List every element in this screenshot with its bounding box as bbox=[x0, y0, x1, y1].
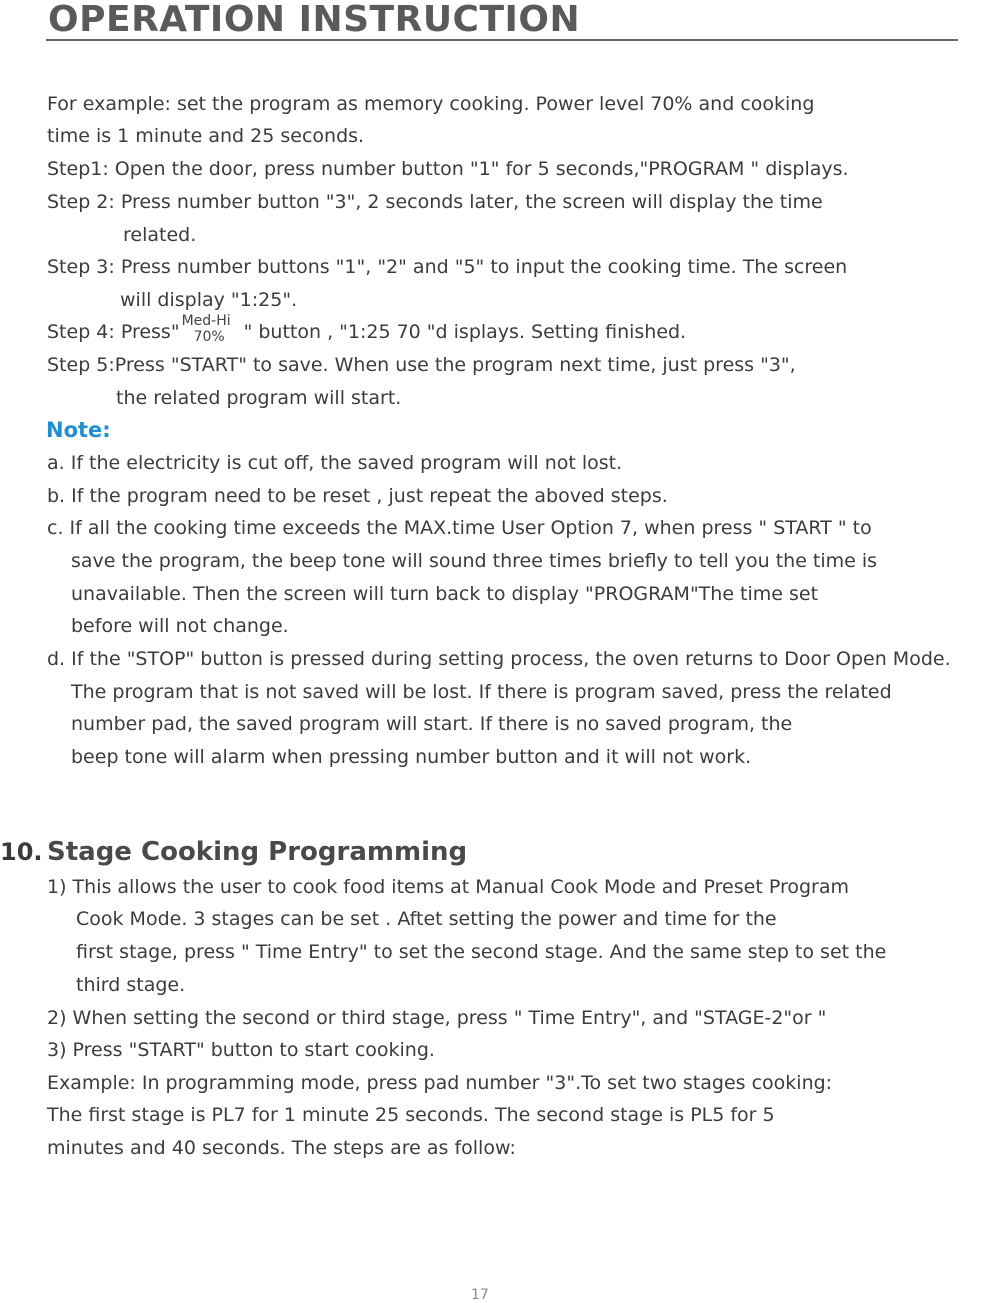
section-title: Stage Cooking Programming bbox=[47, 837, 468, 867]
step-5: Step 5:Press "START" to save. When use the program next time, just press "3", bbox=[47, 354, 796, 376]
med-hi-label: Med-Hi bbox=[181, 313, 231, 329]
example-intro: Example: In programming mode, press pad number "3".To set two stages cooking: bbox=[47, 1072, 833, 1094]
section-item-3: 3) Press "START" button to start cooking. bbox=[47, 1039, 435, 1061]
section-number: 10. bbox=[0, 838, 43, 866]
note-a: a. If the electricity is cut off, the saved program will not lost. bbox=[47, 452, 623, 474]
section-item-1-line-3: first stage, press " Time Entry" to set the second stage. And the same step to set the bbox=[76, 941, 887, 963]
step-3-continuation: will display "1:25". bbox=[120, 289, 298, 311]
note-d: d. If the "STOP" button is pressed during setting process, the oven returns to Door Open Mode. bbox=[47, 648, 951, 670]
note-heading: Note: bbox=[46, 418, 111, 442]
page-number: 17 bbox=[471, 1287, 489, 1303]
note-d-line-2: The program that is not saved will be lost. If there is program saved, press the related bbox=[71, 681, 892, 703]
section-item-2: 2) When setting the second or third stage, press " Time Entry", and "STAGE-2"or " bbox=[47, 1007, 827, 1029]
note-d-line-4: beep tone will alarm when pressing number button and it will not work. bbox=[71, 746, 752, 768]
note-c-line-3: unavailable. Then the screen will turn back to display "PROGRAM"The time set bbox=[71, 583, 819, 605]
step-2-continuation: related. bbox=[123, 224, 197, 246]
note-d-line-3: number pad, the saved program will start. If there is no saved program, the bbox=[71, 713, 793, 735]
step-4 bbox=[47, 313, 687, 345]
example-stages-continuation: minutes and 40 seconds. The steps are as follow: bbox=[47, 1137, 516, 1159]
section-item-1-line-4: third stage. bbox=[76, 974, 186, 996]
step-3: Step 3: Press number buttons "1", "2" and "5" to input the cooking time. The screen bbox=[47, 256, 848, 278]
note-c-line-2: save the program, the beep tone will sound three times briefly to tell you the time is bbox=[71, 550, 878, 572]
example-line-2: time is 1 minute and 25 seconds. bbox=[47, 125, 365, 147]
step-2: Step 2: Press number button "3", 2 seconds later, the screen will display the time bbox=[47, 191, 823, 213]
section-item-1-line-2: Cook Mode. 3 stages can be set . Aftet setting the power and time for the bbox=[76, 908, 777, 930]
step-5-continuation: the related program will start. bbox=[116, 387, 402, 409]
step-4-prefix: Step 4: Press" bbox=[47, 321, 180, 343]
med-hi-button-label bbox=[180, 313, 244, 345]
section-item-1: 1) This allows the user to cook food items at Manual Cook Mode and Preset Program bbox=[47, 876, 849, 898]
example-line-1: For example: set the program as memory cooking. Power level 70% and cooking bbox=[47, 93, 815, 115]
note-c-line-4: before will not change. bbox=[71, 615, 289, 637]
step-4-suffix: " button , "1:25 70 "d isplays. Setting finished. bbox=[243, 321, 687, 343]
page-title: OPERATION INSTRUCTION bbox=[48, 0, 581, 40]
step-1: Step1: Open the door, press number button "1" for 5 seconds,"PROGRAM " displays. bbox=[47, 158, 849, 180]
example-stages: The first stage is PL7 for 1 minute 25 seconds. The second stage is PL5 for 5 bbox=[47, 1104, 775, 1126]
title-underline bbox=[46, 39, 958, 41]
power-70-label: 70% bbox=[193, 329, 225, 345]
note-b: b. If the program need to be reset , just repeat the aboved steps. bbox=[47, 485, 668, 507]
note-c: c. If all the cooking time exceeds the MAX.time User Option 7, when press " START " to bbox=[47, 517, 872, 539]
